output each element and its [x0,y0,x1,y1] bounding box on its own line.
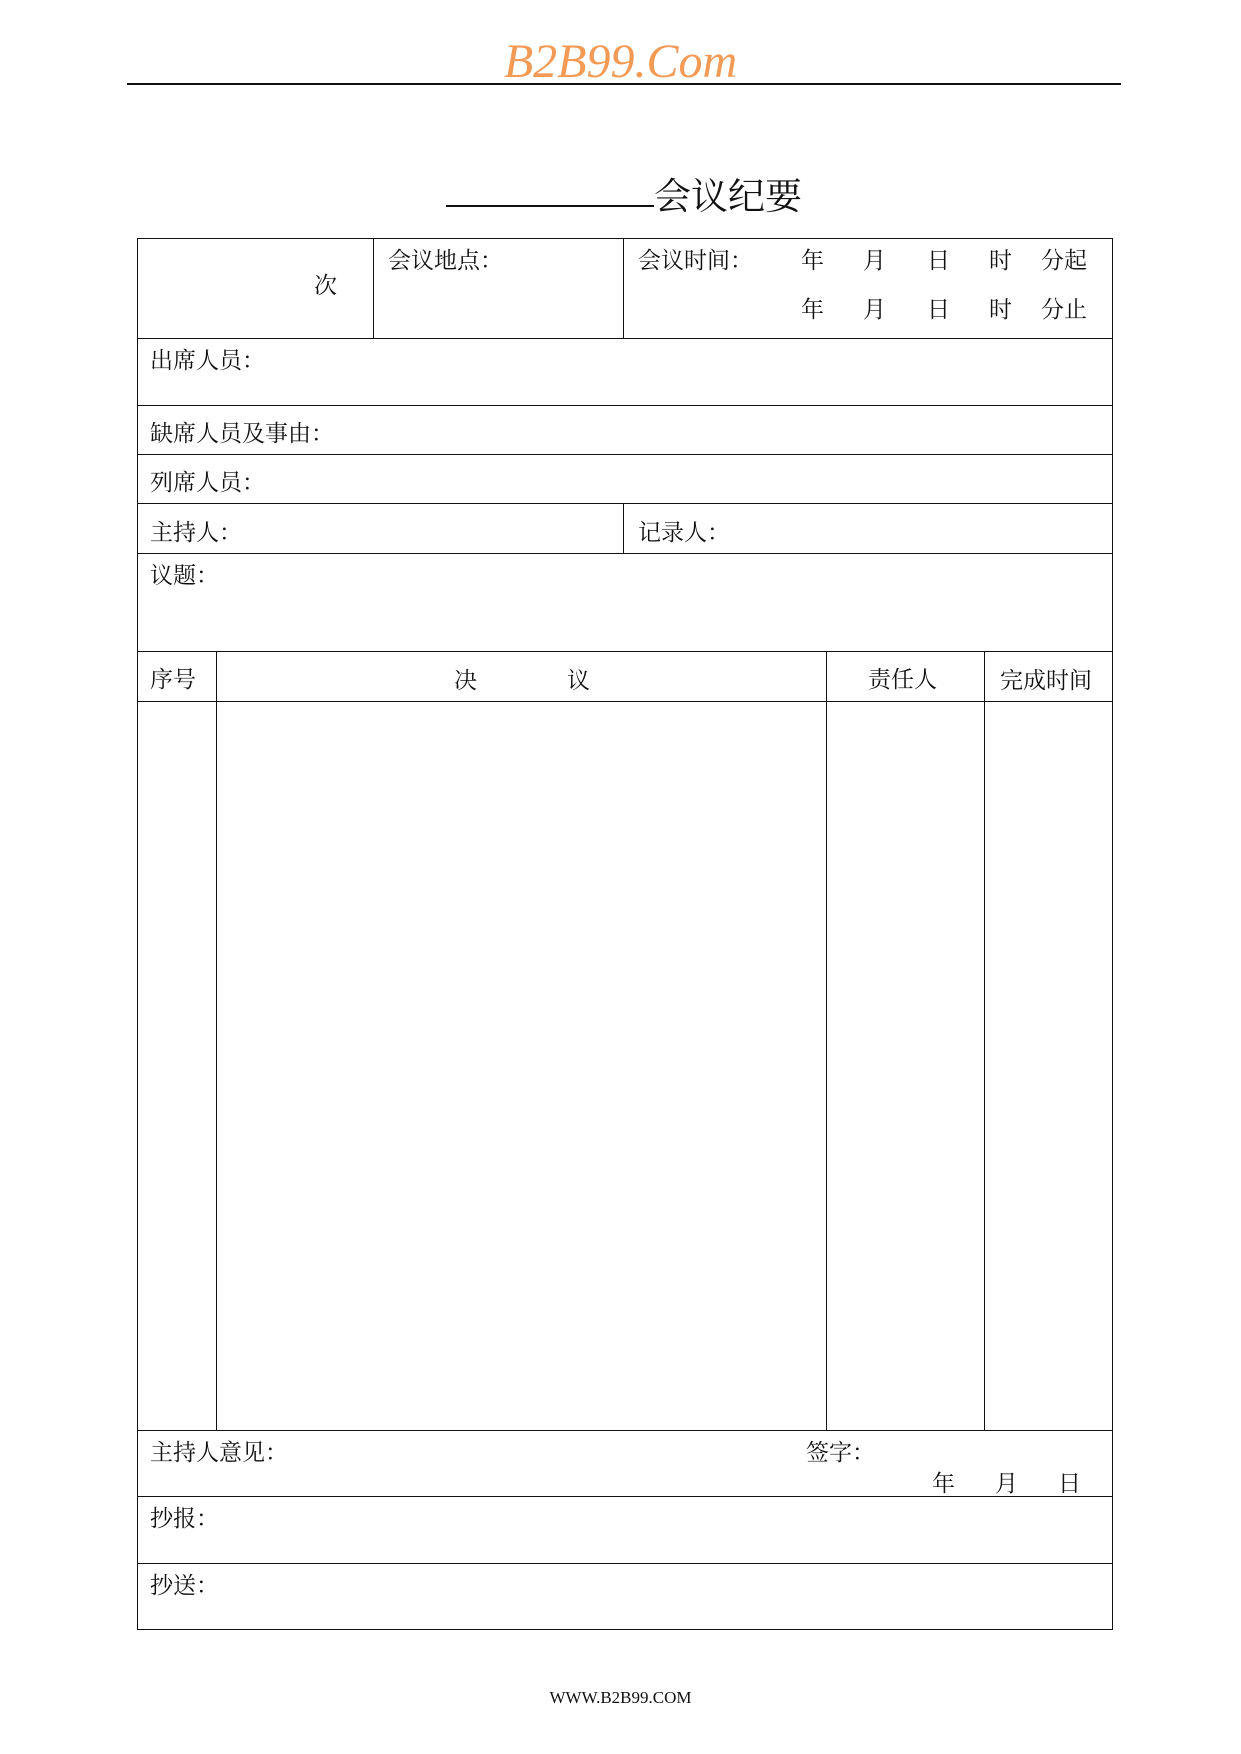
col-header-no: 序号 [150,667,196,693]
divider [138,651,1112,652]
divider [138,338,1112,339]
start-year: 年 [801,248,824,274]
location-label: 会议地点： [388,248,503,274]
divider [138,454,1112,455]
opinion-date-day: 日 [1058,1471,1081,1497]
time-label: 会议时间： [638,248,753,274]
col-header-owner: 责任人 [868,667,937,693]
copy-to-label: 抄送： [150,1573,219,1599]
opinion-date-month: 月 [995,1471,1018,1497]
host-label: 主持人： [150,520,242,546]
end-day: 日 [927,297,950,323]
header-rule [127,83,1121,85]
opinion-date-year: 年 [932,1471,955,1497]
attendees-label: 出席人员： [150,348,265,374]
start-month: 月 [863,248,886,274]
start-hour: 时 [989,248,1012,274]
col-header-deadline: 完成时间 [1000,668,1092,694]
divider [623,503,624,553]
end-hour: 时 [989,297,1012,323]
host-opinion-label: 主持人意见： [150,1440,288,1466]
signature-label: 签字： [806,1440,875,1466]
footer-url: WWW.B2B99.COM [549,1688,692,1707]
recorder-label: 记录人： [638,520,730,546]
title-blank-line [446,205,654,207]
meeting-minutes-form [137,238,1113,1630]
col-header-resolution-left: 决 [454,668,477,694]
end-year: 年 [801,297,824,323]
divider [373,239,374,338]
topic-label: 议题： [150,563,219,589]
divider [138,553,1112,554]
divider [138,1563,1112,1564]
divider [138,1496,1112,1497]
divider [623,239,624,338]
divider [138,405,1112,406]
observers-label: 列席人员： [150,470,265,496]
column-divider [826,651,827,1430]
session-label: 次 [314,273,337,299]
divider [138,503,1112,504]
end-month: 月 [863,297,886,323]
start-day: 日 [927,248,950,274]
report-to-label: 抄报： [150,1506,219,1532]
start-minute: 分起 [1041,248,1087,274]
column-divider [216,651,217,1430]
end-minute: 分止 [1041,297,1087,323]
column-divider [984,651,985,1430]
divider [138,701,1112,702]
site-logo: B2B99.Com [503,35,738,88]
page-title: 会议纪要 [654,175,802,218]
absent-label: 缺席人员及事由： [150,421,334,447]
divider [138,1430,1112,1431]
col-header-resolution-right: 议 [567,668,590,694]
